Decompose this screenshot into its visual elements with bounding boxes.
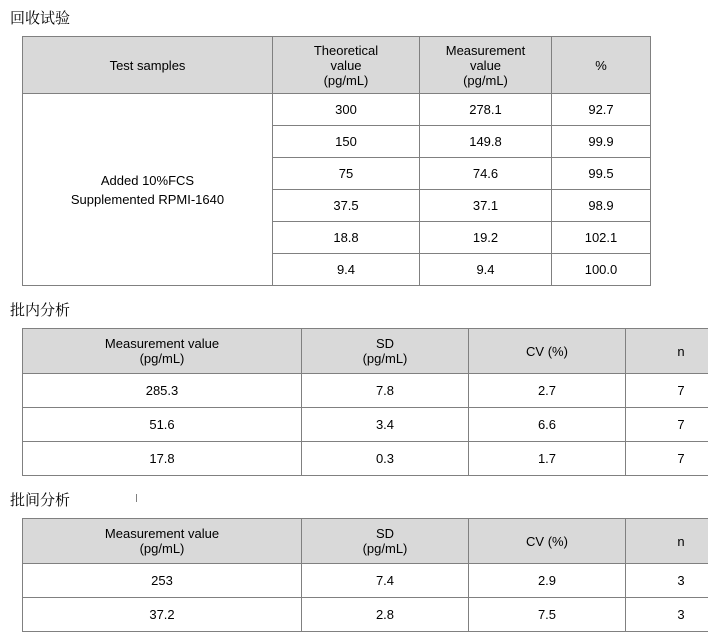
table-header-row (23, 519, 708, 564)
cell-sd: 7.4 (302, 564, 469, 598)
cell-percent: 102.1 (552, 222, 651, 254)
sample-label-line1: Added 10%FCS (26, 171, 269, 190)
header-theoretical-value (273, 37, 420, 94)
intra-assay-table (22, 328, 708, 476)
inter-assay-table (22, 518, 708, 632)
table-row (23, 94, 651, 126)
cell-measurement: 149.8 (420, 126, 552, 158)
header-measurement-value (420, 37, 552, 94)
table-row (23, 564, 708, 598)
cell-percent: 99.5 (552, 158, 651, 190)
header-theoretical-line1: Theoretical (276, 43, 416, 58)
cell-measurement: 37.2 (23, 598, 302, 632)
header-n-label: n (677, 534, 684, 549)
cell-sd: 2.8 (302, 598, 469, 632)
cell-percent: 100.0 (552, 254, 651, 286)
header-sd (302, 329, 469, 374)
header-measurement-value (23, 519, 302, 564)
cell-measurement: 9.4 (420, 254, 552, 286)
cell-cv: 7.5 (469, 598, 626, 632)
cell-percent: 98.9 (552, 190, 651, 222)
header-sd (302, 519, 469, 564)
inter-assay-table-head (23, 519, 708, 564)
table-row (23, 598, 708, 632)
cell-measurement: 74.6 (420, 158, 552, 190)
stray-mark (136, 494, 137, 502)
cell-sd: 3.4 (302, 408, 469, 442)
cell-measurement: 19.2 (420, 222, 552, 254)
header-theoretical-line3: (pg/mL) (276, 73, 416, 88)
section-title-inter-assay: 批间分析 (10, 490, 708, 510)
header-theoretical-line2: value (276, 58, 416, 73)
section-title-intra-assay: 批内分析 (10, 300, 708, 320)
cell-n: 3 (626, 564, 708, 598)
recovery-table (22, 36, 651, 286)
header-measurement-line3: (pg/mL) (423, 73, 548, 88)
header-measurement-line2: value (423, 58, 548, 73)
header-cv-label: CV (%) (526, 344, 568, 359)
table-header-row (23, 329, 708, 374)
header-measurement-line1: Measurement value (26, 336, 298, 351)
cell-percent: 92.7 (552, 94, 651, 126)
header-sd-line1: SD (305, 526, 465, 541)
header-n-label: n (677, 344, 684, 359)
header-sd-line2: (pg/mL) (305, 351, 465, 366)
header-measurement-line2: (pg/mL) (26, 541, 298, 556)
cell-cv: 2.7 (469, 374, 626, 408)
cell-cv: 6.6 (469, 408, 626, 442)
header-measurement-line1: Measurement value (26, 526, 298, 541)
inter-assay-table-body (23, 564, 708, 632)
cell-sd: 0.3 (302, 442, 469, 476)
header-n (626, 519, 708, 564)
cell-n: 3 (626, 598, 708, 632)
header-percent (552, 37, 651, 94)
cell-measurement: 51.6 (23, 408, 302, 442)
header-cv-label: CV (%) (526, 534, 568, 549)
cell-n: 7 (626, 408, 708, 442)
cell-measurement: 37.1 (420, 190, 552, 222)
cell-theoretical: 18.8 (273, 222, 420, 254)
header-test-samples-line1: Test samples (110, 58, 186, 73)
cell-n: 7 (626, 374, 708, 408)
header-measurement-line1: Measurement (423, 43, 548, 58)
cell-theoretical: 75 (273, 158, 420, 190)
header-cv (469, 329, 626, 374)
section-intra-assay (10, 300, 708, 476)
cell-sample-label (23, 94, 273, 286)
cell-n: 7 (626, 442, 708, 476)
cell-theoretical: 300 (273, 94, 420, 126)
header-cv (469, 519, 626, 564)
cell-theoretical: 37.5 (273, 190, 420, 222)
sample-label-line2: Supplemented RPMI-1640 (26, 190, 269, 209)
cell-cv: 2.9 (469, 564, 626, 598)
header-measurement-value (23, 329, 302, 374)
header-sd-line2: (pg/mL) (305, 541, 465, 556)
section-title-recovery: 回收试验 (10, 8, 708, 28)
cell-measurement: 285.3 (23, 374, 302, 408)
cell-theoretical: 9.4 (273, 254, 420, 286)
header-measurement-line2: (pg/mL) (26, 351, 298, 366)
intra-assay-table-head (23, 329, 708, 374)
cell-measurement: 17.8 (23, 442, 302, 476)
cell-sd: 7.8 (302, 374, 469, 408)
section-recovery (10, 8, 708, 286)
cell-cv: 1.7 (469, 442, 626, 476)
intra-assay-table-body (23, 374, 708, 476)
header-n (626, 329, 708, 374)
recovery-table-body (23, 94, 651, 286)
table-row (23, 374, 708, 408)
header-percent-label: % (595, 58, 607, 73)
header-sd-line1: SD (305, 336, 465, 351)
table-row (23, 442, 708, 476)
recovery-table-head (23, 37, 651, 94)
cell-theoretical: 150 (273, 126, 420, 158)
table-header-row (23, 37, 651, 94)
header-test-samples (23, 37, 273, 94)
cell-measurement: 278.1 (420, 94, 552, 126)
cell-measurement: 253 (23, 564, 302, 598)
table-row (23, 408, 708, 442)
section-inter-assay (10, 490, 708, 632)
cell-percent: 99.9 (552, 126, 651, 158)
